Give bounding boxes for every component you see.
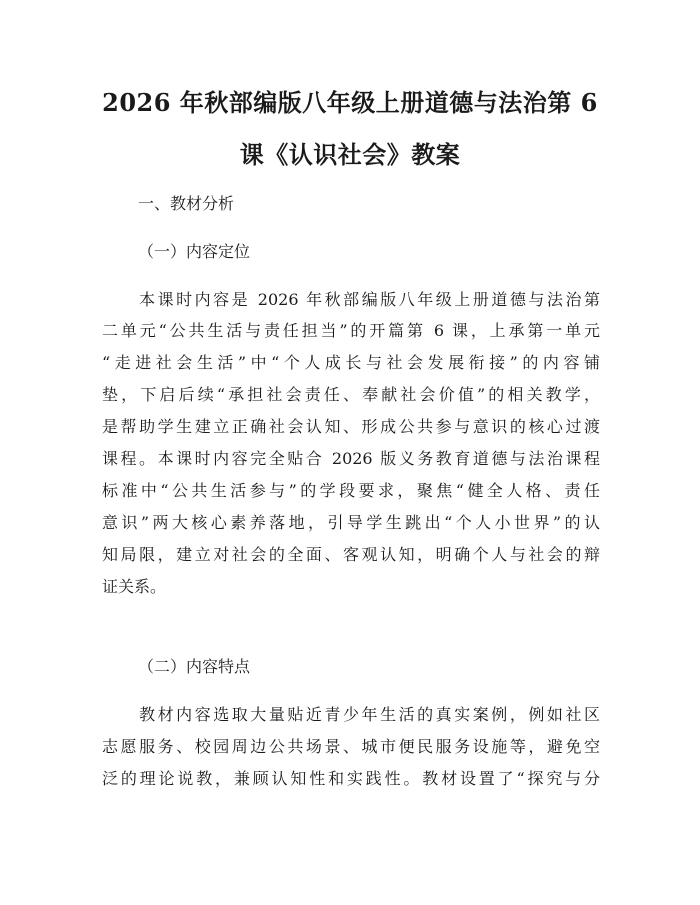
paragraph-line: 证关系。 — [102, 577, 167, 596]
document-title-line-1: 2026 年秋部编版八年级上册道德与法治第 6 — [102, 88, 598, 117]
paragraph-line: 泛的理论说教，兼顾认知性和实践性。教材设置了“探究与分 — [102, 769, 600, 788]
paragraph-line: 标准中“公共生活参与”的学段要求，聚焦“健全人格、责任 — [102, 481, 600, 500]
paragraph-line: 是帮助学生建立正确社会认知、形成公共参与意识的核心过渡 — [102, 417, 600, 436]
paragraph-line: 意识”两大核心素养落地，引导学生跳出“个人小世界”的认 — [102, 513, 600, 532]
paragraph-line: 志愿服务、校园周边公共场景、城市便民服务设施等，避免空 — [102, 737, 600, 756]
paragraph-line: 知局限，建立对社会的全面、客观认知，明确个人与社会的辩 — [102, 545, 600, 564]
paragraph-line: 本课时内容是 2026 年秋部编版八年级上册道德与法治第 — [102, 290, 600, 309]
subsection-heading-content-features: （二）内容特点 — [138, 657, 251, 676]
paragraph-line: “走进社会生活”中“个人成长与社会发展衔接”的内容铺 — [102, 353, 600, 372]
paragraph-line: 课程。本课时内容完全贴合 2026 版义务教育道德与法治课程 — [102, 449, 600, 468]
paragraph-line: 二单元“公共生活与责任担当”的开篇第 6 课，上承第一单元 — [102, 321, 600, 340]
paragraph-line: 教材内容选取大量贴近青少年生活的真实案例，例如社区 — [102, 705, 600, 724]
section-heading-textbook-analysis: 一、教材分析 — [138, 194, 235, 213]
subsection-heading-content-positioning: （一）内容定位 — [138, 242, 251, 261]
paragraph-line: 垫，下启后续“承担社会责任、奉献社会价值”的相关教学， — [102, 385, 600, 404]
document-title-line-2: 课《认识社会》教案 — [239, 140, 461, 169]
